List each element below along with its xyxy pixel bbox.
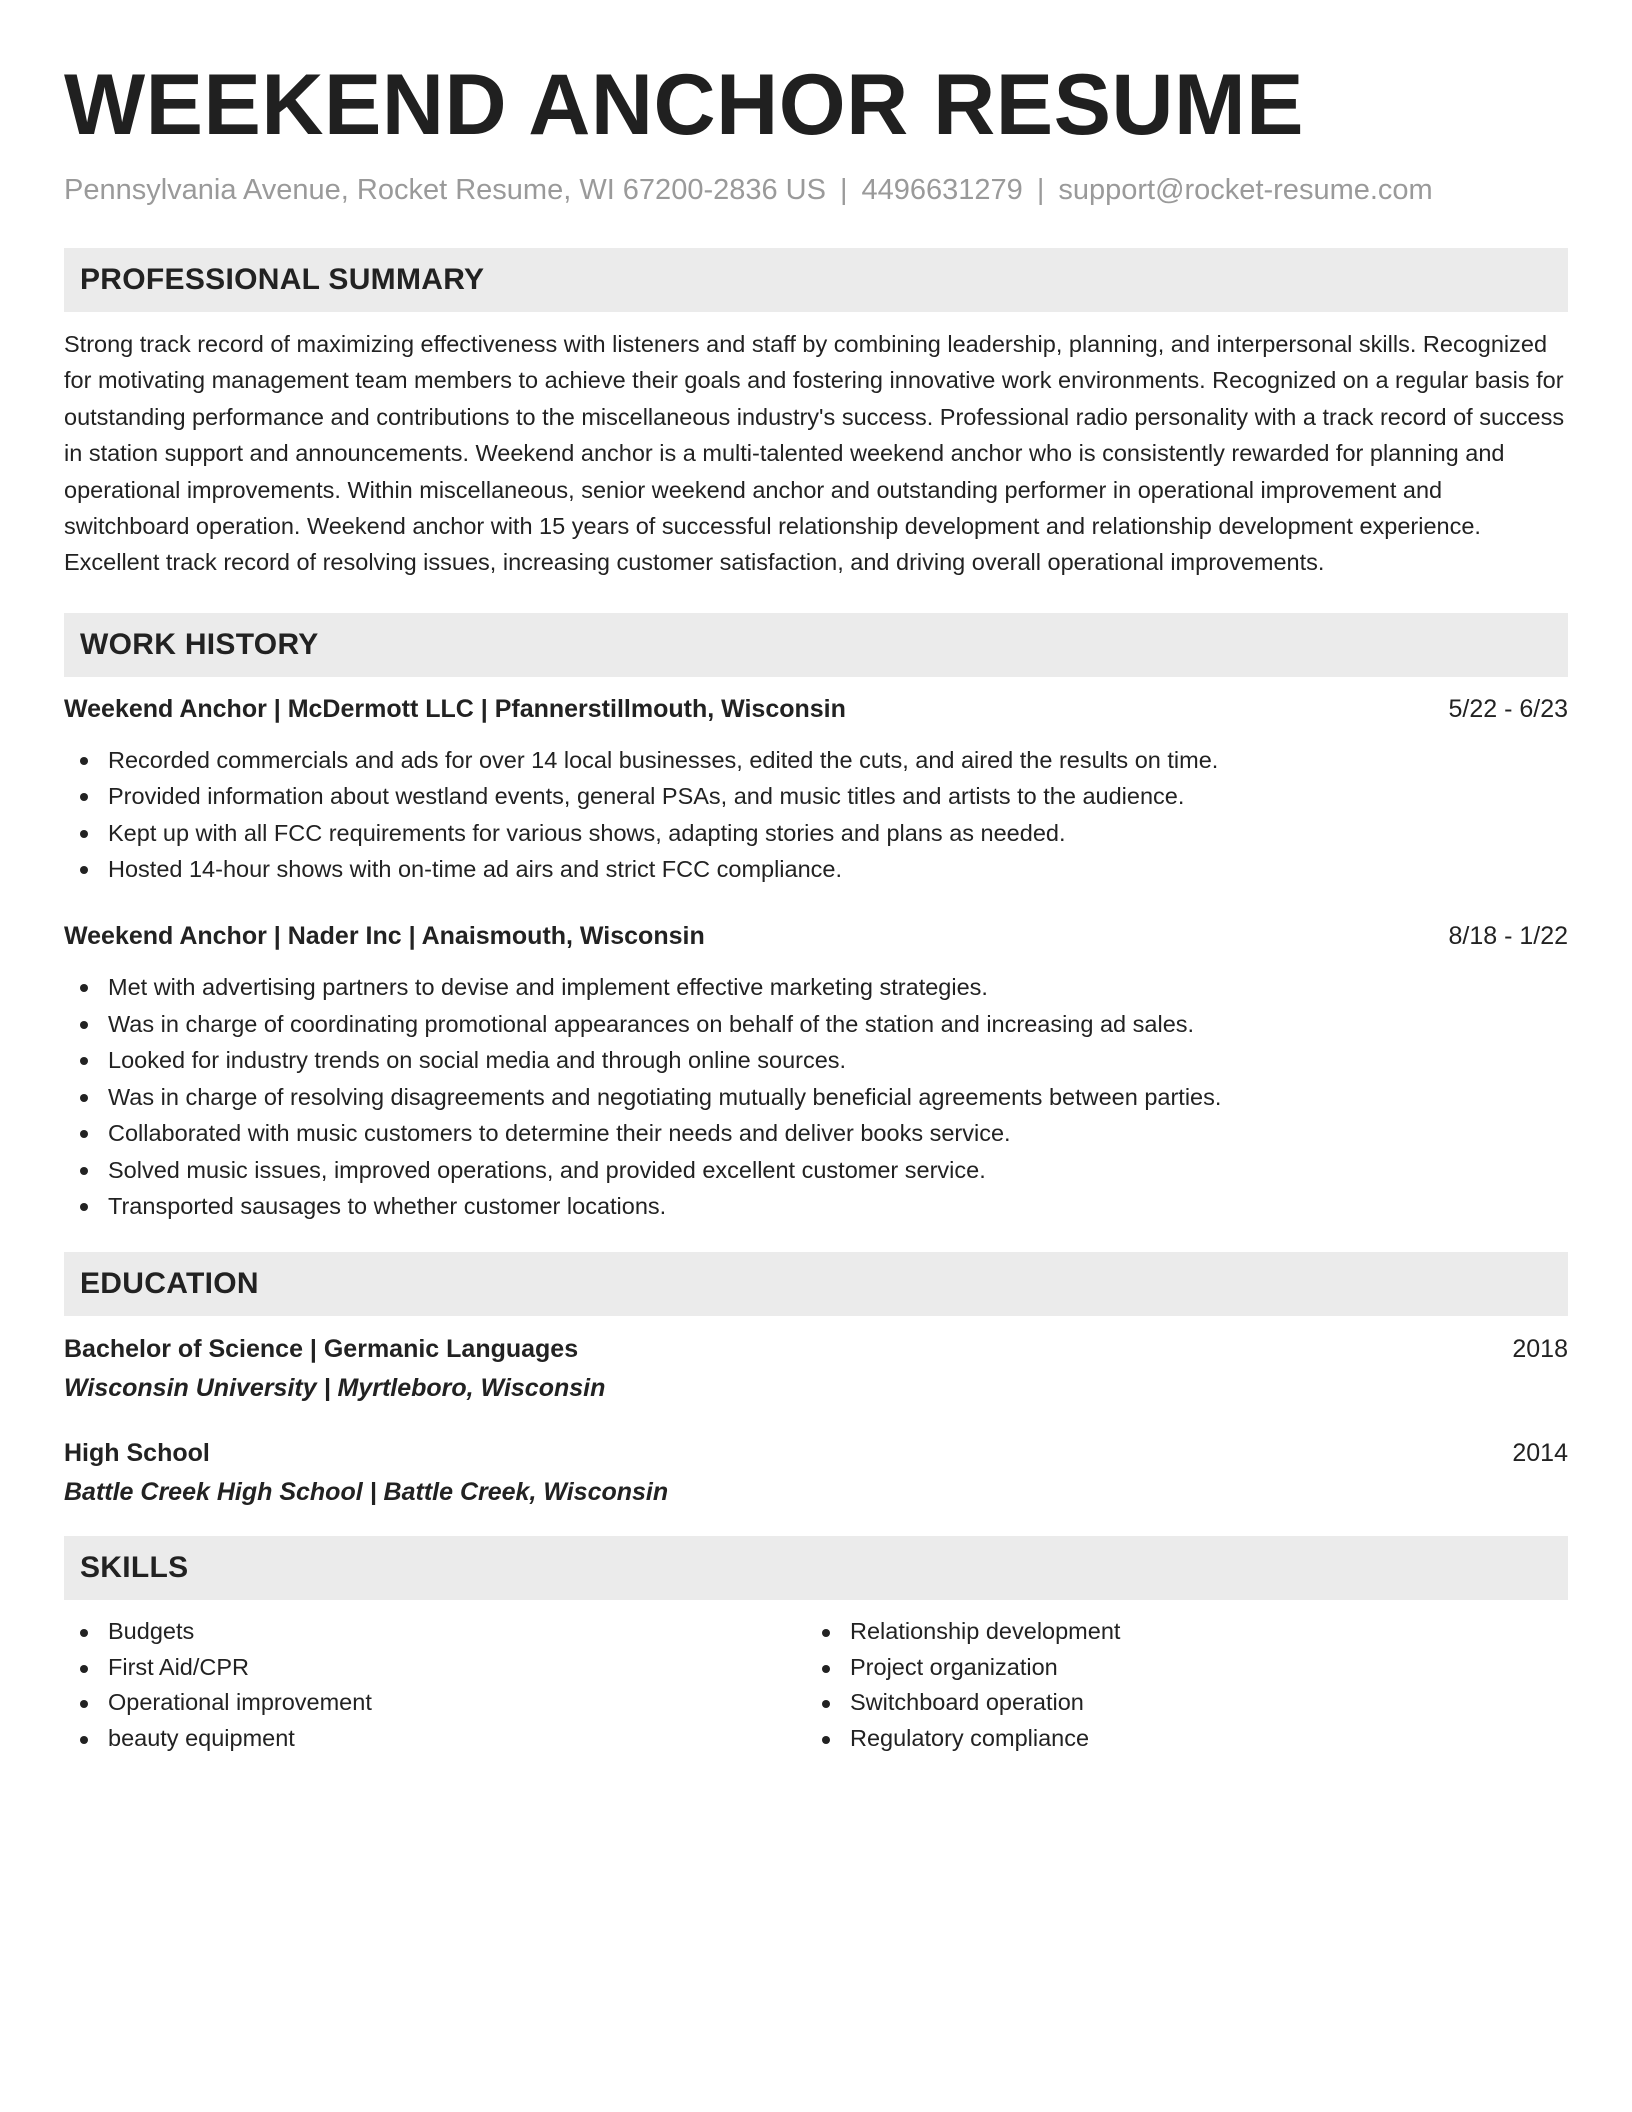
- summary-heading: PROFESSIONAL SUMMARY: [64, 248, 1568, 312]
- education-degree: High School: [64, 1439, 210, 1468]
- work-history-heading: WORK HISTORY: [64, 613, 1568, 677]
- bullet-icon: [80, 866, 88, 874]
- job-bullet-text: Was in charge of coordinating promotional appearances on behalf of the station and increasing ad sales.: [108, 1010, 1195, 1037]
- summary-section: [64, 248, 1568, 581]
- job-bullets: [64, 969, 1568, 1224]
- job-bullet-text: Solved music issues, improved operations, and provided excellent customer service.: [108, 1156, 986, 1183]
- bullet-icon: [80, 1629, 88, 1637]
- contact-phone: 4496631279: [861, 174, 1023, 206]
- job-bullet-text: Kept up with all FCC requirements for various shows, adapting stories and plans as needed.: [108, 819, 1066, 846]
- bullet-icon: [80, 1057, 88, 1065]
- skill-item: [64, 1650, 806, 1686]
- job-dates: 5/22 - 6/23: [1448, 694, 1568, 723]
- bullet-icon: [80, 984, 88, 992]
- job-dates: 8/18 - 1/22: [1448, 922, 1568, 951]
- bullet-icon: [80, 1021, 88, 1029]
- bullet-icon: [80, 793, 88, 801]
- job-bullet: [64, 1079, 1568, 1115]
- skill-text: Switchboard operation: [850, 1689, 1084, 1716]
- bullet-icon: [80, 757, 88, 765]
- skill-item: [806, 1614, 1548, 1650]
- skill-text: Regulatory compliance: [850, 1724, 1090, 1751]
- skill-text: Budgets: [108, 1618, 195, 1645]
- bullet-icon: [80, 1130, 88, 1138]
- education-school: Battle Creek High School | Battle Creek, Wisconsin: [64, 1478, 669, 1507]
- skill-item: [64, 1721, 806, 1757]
- job-bullet: [64, 1152, 1568, 1188]
- skills-list: [806, 1614, 1548, 1756]
- skills-list: [64, 1614, 806, 1756]
- skill-text: Operational improvement: [108, 1689, 372, 1716]
- job-bullet-text: Hosted 14-hour shows with on-time ad airs and strict FCC compliance.: [108, 856, 843, 883]
- contact-line: [64, 170, 1568, 210]
- bullet-icon: [80, 1203, 88, 1211]
- job-title: Weekend Anchor | Nader Inc | Anaismouth, Wisconsin: [64, 922, 705, 951]
- job-bullets: [64, 742, 1568, 888]
- skill-item: [806, 1685, 1548, 1721]
- education-school: Wisconsin University | Myrtleboro, Wisconsin: [64, 1374, 606, 1403]
- skill-text: Relationship development: [850, 1618, 1121, 1645]
- summary-text: Strong track record of maximizing effectiveness with listeners and staff by combining leadership, planning, and interpersonal skills. Recognized for motivating management team members to achieve their goals and fostering innovative work environments. Recognized on a regular basis for outstanding performance and contributions to the miscellaneous industry's success. Professional radio personality with a track record of success in station support and announcements. Weekend anchor is a multi-talented weekend anchor who is consistently rewarded for planning and operational improvements. Within miscellaneous, senior weekend anchor and outstanding performer in operational improvement and switchboard operation. Weekend anchor with 15 years of successful relationship development and relationship development experience. Excellent track record of resolving issues, increasing customer satisfaction, and driving overall operational improvements.: [64, 331, 1565, 576]
- education-degree: Bachelor of Science | Germanic Languages: [64, 1335, 579, 1364]
- job-entry: [64, 919, 1568, 1224]
- bullet-icon: [80, 1094, 88, 1102]
- skill-item: [806, 1721, 1548, 1757]
- contact-separator: |: [1036, 174, 1045, 206]
- education-year: 2014: [1512, 1439, 1568, 1468]
- job-bullet-text: Recorded commercials and ads for over 14 local businesses, edited the cuts, and aired the results on time.: [108, 746, 1219, 773]
- job-title: Weekend Anchor | McDermott LLC | Pfannerstillmouth, Wisconsin: [64, 694, 846, 723]
- job-bullet: [64, 969, 1568, 1005]
- skills-column-right: [806, 1614, 1548, 1756]
- education-year: 2018: [1512, 1335, 1568, 1364]
- bullet-icon: [80, 1167, 88, 1175]
- job-bullet-text: Was in charge of resolving disagreements and negotiating mutually beneficial agreements between parties.: [108, 1083, 1222, 1110]
- job-bullet: [64, 851, 1568, 887]
- job-header: [64, 919, 1568, 953]
- bullet-icon: [822, 1629, 830, 1637]
- bullet-icon: [80, 830, 88, 838]
- resume-title: WEEKEND ANCHOR RESUME: [64, 57, 1305, 153]
- skills-section: [64, 1536, 1568, 1756]
- job-bullet: [64, 778, 1568, 814]
- education-heading: EDUCATION: [64, 1252, 1568, 1316]
- bullet-icon: [80, 1736, 88, 1744]
- job-bullet-text: Provided information about westland events, general PSAs, and music titles and artists to the audience.: [108, 783, 1185, 810]
- job-bullet: [64, 1188, 1568, 1224]
- bullet-icon: [822, 1736, 830, 1744]
- education-section: [64, 1252, 1568, 1510]
- education-entry: [64, 1436, 1568, 1510]
- job-header: [64, 692, 1568, 726]
- skill-text: Project organization: [850, 1653, 1058, 1680]
- skills-column-left: [64, 1614, 806, 1756]
- job-entry: [64, 692, 1568, 888]
- job-bullet: [64, 1115, 1568, 1151]
- job-bullet-text: Transported sausages to whether customer locations.: [108, 1192, 667, 1219]
- contact-separator: |: [839, 174, 848, 206]
- job-bullet-text: Looked for industry trends on social media and through online sources.: [108, 1047, 847, 1074]
- bullet-icon: [822, 1700, 830, 1708]
- job-bullet: [64, 815, 1568, 851]
- bullet-icon: [80, 1665, 88, 1673]
- work-history-section: [64, 613, 1568, 1224]
- job-bullet-text: Met with advertising partners to devise and implement effective marketing strategies.: [108, 974, 988, 1001]
- education-header: [64, 1436, 1568, 1470]
- skills-heading: SKILLS: [64, 1536, 1568, 1600]
- skill-item: [806, 1650, 1548, 1686]
- bullet-icon: [80, 1700, 88, 1708]
- job-bullet: [64, 1006, 1568, 1042]
- contact-address: Pennsylvania Avenue, Rocket Resume, WI 67200-2836 US: [64, 174, 826, 206]
- job-bullet: [64, 1042, 1568, 1078]
- skill-text: beauty equipment: [108, 1724, 295, 1751]
- skills-grid: [64, 1614, 1568, 1756]
- contact-email[interactable]: support@rocket-resume.com: [1058, 174, 1433, 206]
- skill-text: First Aid/CPR: [108, 1653, 250, 1680]
- skill-item: [64, 1614, 806, 1650]
- job-bullet: [64, 742, 1568, 778]
- job-bullet-text: Collaborated with music customers to determine their needs and deliver books service.: [108, 1120, 1011, 1147]
- education-entry: [64, 1332, 1568, 1406]
- skill-item: [64, 1685, 806, 1721]
- bullet-icon: [822, 1665, 830, 1673]
- education-header: [64, 1332, 1568, 1366]
